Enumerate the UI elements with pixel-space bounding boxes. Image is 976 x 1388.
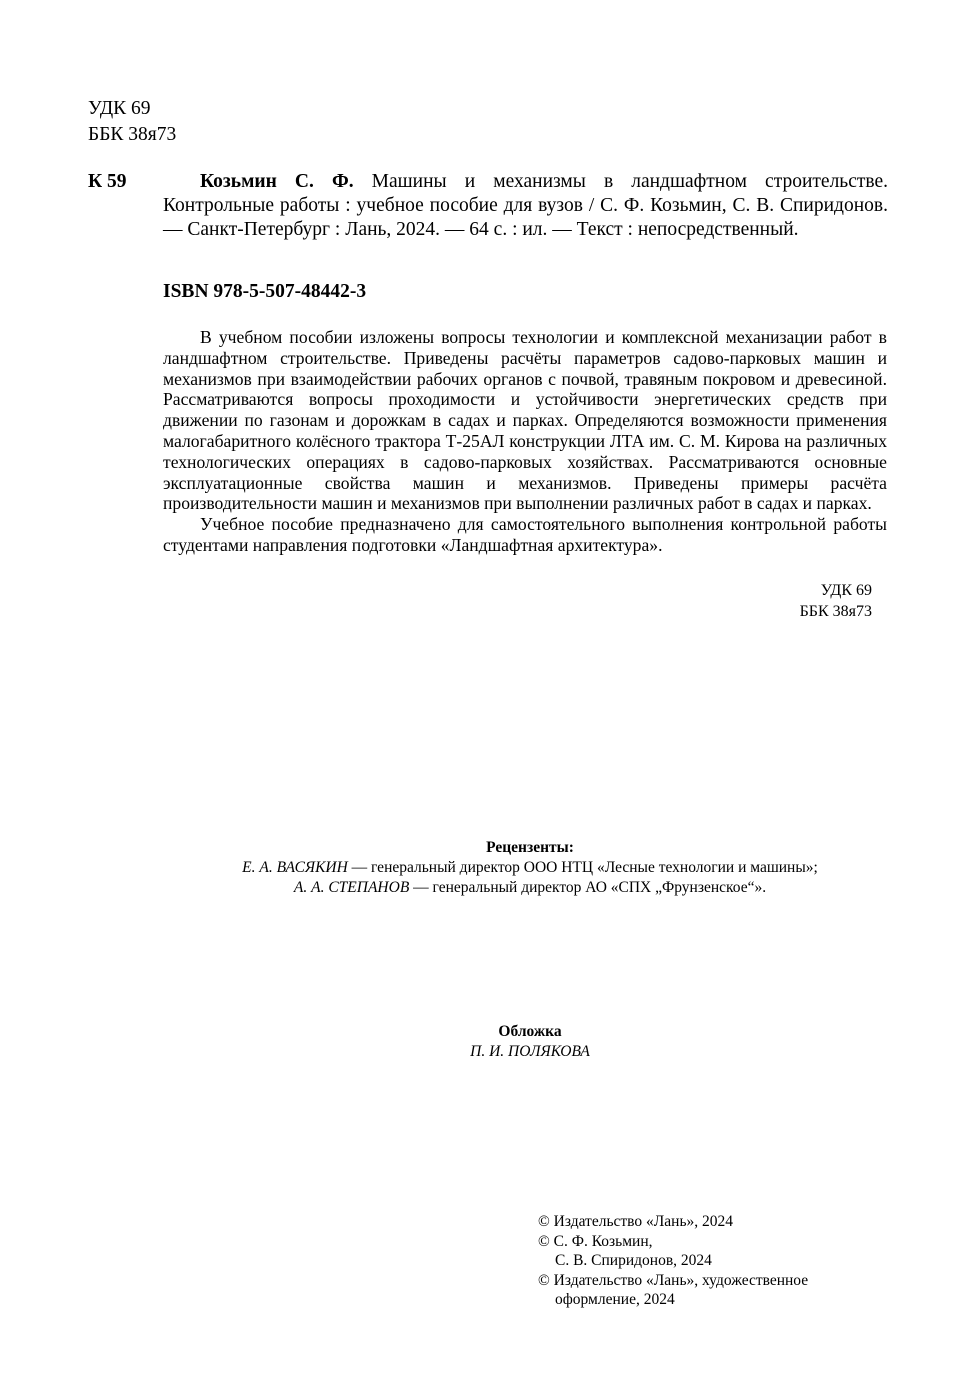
classification-top <box>88 96 176 148</box>
cover-designer: П. И. ПОЛЯКОВА <box>470 1043 590 1060</box>
copyright-line: С. В. Спиридонов, 2024 <box>555 1252 712 1269</box>
reviewers-heading: Рецензенты: <box>486 839 574 856</box>
copyright-line: © Издательство «Лань», художественное <box>538 1271 809 1289</box>
reviewer-1 <box>160 858 900 878</box>
reviewer-description: — генеральный директор АО «СПХ „Фрунзенское“». <box>409 879 767 896</box>
reviewer-description: — генеральный директор ООО НТЦ «Лесные технологии и машины»; <box>347 859 818 876</box>
author-name: Козьмин С. Ф. <box>200 171 354 192</box>
bbk-code: ББК 38я73 <box>799 603 872 620</box>
reviewers-block <box>160 838 900 898</box>
bibliographic-description <box>163 170 888 242</box>
copyright-line: © С. Ф. Козьмин, <box>538 1232 653 1250</box>
copyright-line: оформление, 2024 <box>555 1291 675 1308</box>
classification-right <box>700 580 872 622</box>
reviewer-name: Е. А. ВАСЯКИН <box>242 859 348 876</box>
author-mark: К 59 <box>88 171 127 192</box>
reviewer-name: А. А. СТЕПАНОВ <box>293 879 410 896</box>
annotation <box>163 327 887 556</box>
annotation-paragraph: Учебное пособие предназначено для самостоятельного выполнения контрольной работы студентами направления подготовки «Ландшафтная архитектура». <box>163 514 887 555</box>
bibliographic-record <box>88 170 888 242</box>
cover-heading: Обложка <box>498 1023 562 1040</box>
udk-code: УДК 69 <box>88 98 151 119</box>
copyright-block <box>538 1212 808 1310</box>
copyright-line: © Издательство «Лань», 2024 <box>538 1213 734 1230</box>
isbn: ISBN 978-5-507-48442-3 <box>163 281 367 302</box>
bbk-code: ББК 38я73 <box>88 124 177 145</box>
annotation-paragraph: В учебном пособии изложены вопросы технологии и комплексной механизации работ в ландшафтном строительстве. Приведены расчёты параметров садово-парковых машин и механизмов при взаимодействии рабочих органов с почвой, травяным покровом и древесиной. Рассматриваются вопросы проходимости и устойчивости энергетических средств при движении по газонам и дорожкам в садах и парках. Определяются возможности применения малогабаритного колёсного трактора Т-25АЛ конструкции ЛТА им. С. М. Кирова на различных технологических операциях в садово-парковых хозяйствах. Рассматриваются основные эксплуатационные свойства машин и механизмов. Приведены примеры расчёта производительности машин и механизмов при выполнении различных работ в садах и парках. <box>163 327 887 514</box>
cover-credit <box>160 1022 900 1062</box>
title-and-imprint: Машины и механизмы в ландшафтном строительстве. Контрольные работы : учебное пособие для вузов / С. Ф. Козьмин, С. В. Спиридонов. — Санкт-Петербург : Лань, 2024. — 64 с. : ил. — Текст : непосредственный. <box>163 171 888 240</box>
reviewer-2 <box>160 878 900 898</box>
udk-code: УДК 69 <box>820 582 872 599</box>
